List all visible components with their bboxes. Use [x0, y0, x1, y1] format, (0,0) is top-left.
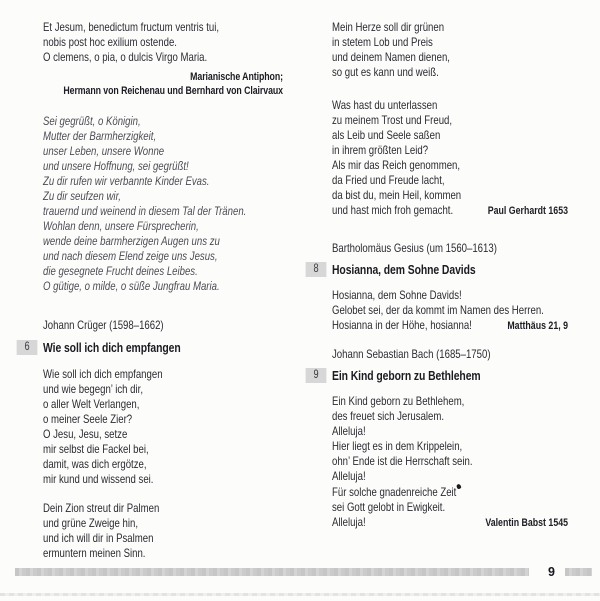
verse-line-with-attribution: [332, 515, 568, 531]
verse-line: Als mir das Reich genommen,: [332, 158, 461, 172]
gerhardt-attribution: Paul Gerhardt 1653: [487, 205, 568, 217]
verse-line: Ein Kind geborn zu Bethlehem,: [332, 394, 465, 408]
hymn-number-badge: 6: [17, 340, 38, 355]
verse-line: Alleluja!: [332, 424, 366, 438]
verse-line: Hosianna in der Höhe, hosianna!: [332, 318, 472, 332]
verse-line: und unsere Hoffnung, sei gegrüßt!: [43, 159, 189, 173]
gerhardt-stanza-a: [332, 20, 568, 80]
verse-line: so gut es kann und weiß.: [332, 65, 439, 79]
footer: [15, 567, 592, 577]
verse-line: und ich will dir in Psalmen: [43, 531, 154, 545]
verse-line: O clemens, o pia, o dulcis Virgo Maria.: [43, 50, 208, 64]
salve-regina-prayer: [43, 114, 283, 294]
hymn-8-title: Hosianna, dem Sohne Davids: [332, 262, 476, 277]
verse-line: Hosianna, dem Sohne Davids!: [332, 288, 462, 302]
page-number: 9: [548, 565, 555, 579]
verse-line: des freuet sich Jerusalem.: [332, 409, 445, 423]
verse-line: Was hast du unterlassen: [332, 98, 438, 112]
verse-line: in ihrem größten Leid?: [332, 143, 429, 157]
verse-line-with-attribution: [332, 318, 568, 334]
page-edge-shadow: [0, 593, 600, 596]
verse-line: O gütige, o milde, o süße Jungfrau Maria.: [43, 279, 220, 293]
verse-line: und wie begegn’ ich dir,: [43, 382, 143, 396]
verse-line: Alleluja!: [332, 469, 366, 483]
verse-line: sei Gott gelobt in Ewigkeit.: [332, 500, 446, 514]
hymn-6-heading: [24, 339, 283, 355]
verse-line: [332, 484, 568, 500]
verse-line: nobis post hoc exilium ostende.: [43, 35, 177, 49]
verse-line: trauernd und weinend in diesem Tal der Tränen.: [43, 204, 247, 218]
verse-line: und deinem Namen dienen,: [332, 50, 450, 64]
hymn-number-badge: 8: [306, 262, 327, 277]
hymn-6-title: Wie soll ich dich empfangen: [43, 340, 181, 355]
verse-line: Et Jesum, benedictum fructum ventris tui,: [43, 20, 220, 34]
verse-line: Zu dir seufzen wir,: [43, 189, 121, 203]
verse-line: ohn’ Ende ist die Herrschaft sein.: [332, 454, 473, 468]
ink-spot: [456, 483, 461, 490]
verse-line: ermuntern meinen Sinn.: [43, 546, 146, 560]
verse-line: Mein Herze soll dir grünen: [332, 20, 445, 34]
hymn-9-attribution: Valentin Babst 1545: [485, 517, 568, 529]
attribution-line: Marianische Antiphon;: [190, 71, 283, 83]
footer-band-right: [565, 568, 592, 576]
verse-line: wende deine barmherzigen Augen uns zu: [43, 234, 220, 248]
verse-line: Mutter der Barmherzigkeit,: [43, 129, 157, 143]
verse-text: Für solche gnadenreiche Zeit: [332, 485, 457, 499]
verse-line: als Leib und Seele saßen: [332, 128, 441, 142]
footer-band-left: [15, 568, 529, 576]
hymn-9-title: Ein Kind geborn zu Bethlehem: [332, 368, 481, 383]
hymn-9-heading: [313, 367, 568, 383]
verse-line: in stetem Lob und Preis: [332, 35, 433, 49]
verse-line: da bist du, mein Heil, kommen: [332, 188, 462, 202]
verse-line: Dein Zion streut dir Palmen: [43, 501, 160, 515]
composer-line-gesius: Bartholomäus Gesius (um 1560–1613): [332, 241, 497, 255]
verse-line: Wie soll ich dich empfangen: [43, 367, 163, 381]
verse-line: Hier liegt es in dem Krippelein,: [332, 439, 463, 453]
verse-line-with-attribution: [332, 203, 568, 219]
hymn-8-heading: [313, 261, 568, 277]
attribution-line: Hermann von Reichenau und Bernhard von Clairvaux: [63, 85, 283, 97]
verse-line: mir selbst die Fackel bei,: [43, 442, 149, 456]
hymn-6-stanza-1: [43, 367, 283, 487]
hymn-number-badge: 9: [306, 368, 327, 383]
verse-line: o meiner Seele Zier?: [43, 412, 133, 426]
right-column: [313, 20, 568, 531]
verse-line: und hast mich froh gemacht.: [332, 203, 454, 217]
verse-line: zu meinem Trost und Freud,: [332, 113, 453, 127]
verse-line: mir kund und wissend sei.: [43, 472, 154, 486]
composer-line-bach: Johann Sebastian Bach (1685–1750): [332, 347, 491, 361]
hymn-8-text: [332, 288, 568, 318]
antiphon-attribution: [43, 70, 283, 98]
verse-line: die gesegnete Frucht deines Leibes.: [43, 264, 198, 278]
gerhardt-stanza-b: [332, 98, 568, 203]
latin-antiphon-stanza: [43, 20, 283, 65]
left-column: [24, 20, 283, 561]
verse-line: Alleluja!: [332, 515, 366, 529]
verse-line: da Fried und Freude lacht,: [332, 173, 445, 187]
verse-line: und nach diesem Elend zeige uns Jesus,: [43, 249, 218, 263]
verse-line: damit, was dich ergötze,: [43, 457, 147, 471]
hymn-6-stanza-2: [43, 501, 283, 561]
verse-line: o aller Welt Verlangen,: [43, 397, 140, 411]
verse-line: und grüne Zweige hin,: [43, 516, 138, 530]
hymn-9-text: [332, 394, 568, 484]
verse-line: Sei gegrüßt, o Königin,: [43, 114, 141, 128]
verse-line: O Jesu, Jesu, setze: [43, 427, 128, 441]
verse-line: Gelobet sei, der da kommt im Namen des Herren.: [332, 303, 544, 317]
verse-line: Zu dir rufen wir verbannte Kinder Evas.: [43, 174, 210, 188]
hymn-8-attribution: Matthäus 21, 9: [507, 320, 568, 332]
verse-line: unser Leben, unsere Wonne: [43, 144, 165, 158]
composer-line-cruger: Johann Crüger (1598–1662): [43, 318, 164, 332]
verse-line: Wohlan denn, unsere Fürsprecherin,: [43, 219, 199, 233]
